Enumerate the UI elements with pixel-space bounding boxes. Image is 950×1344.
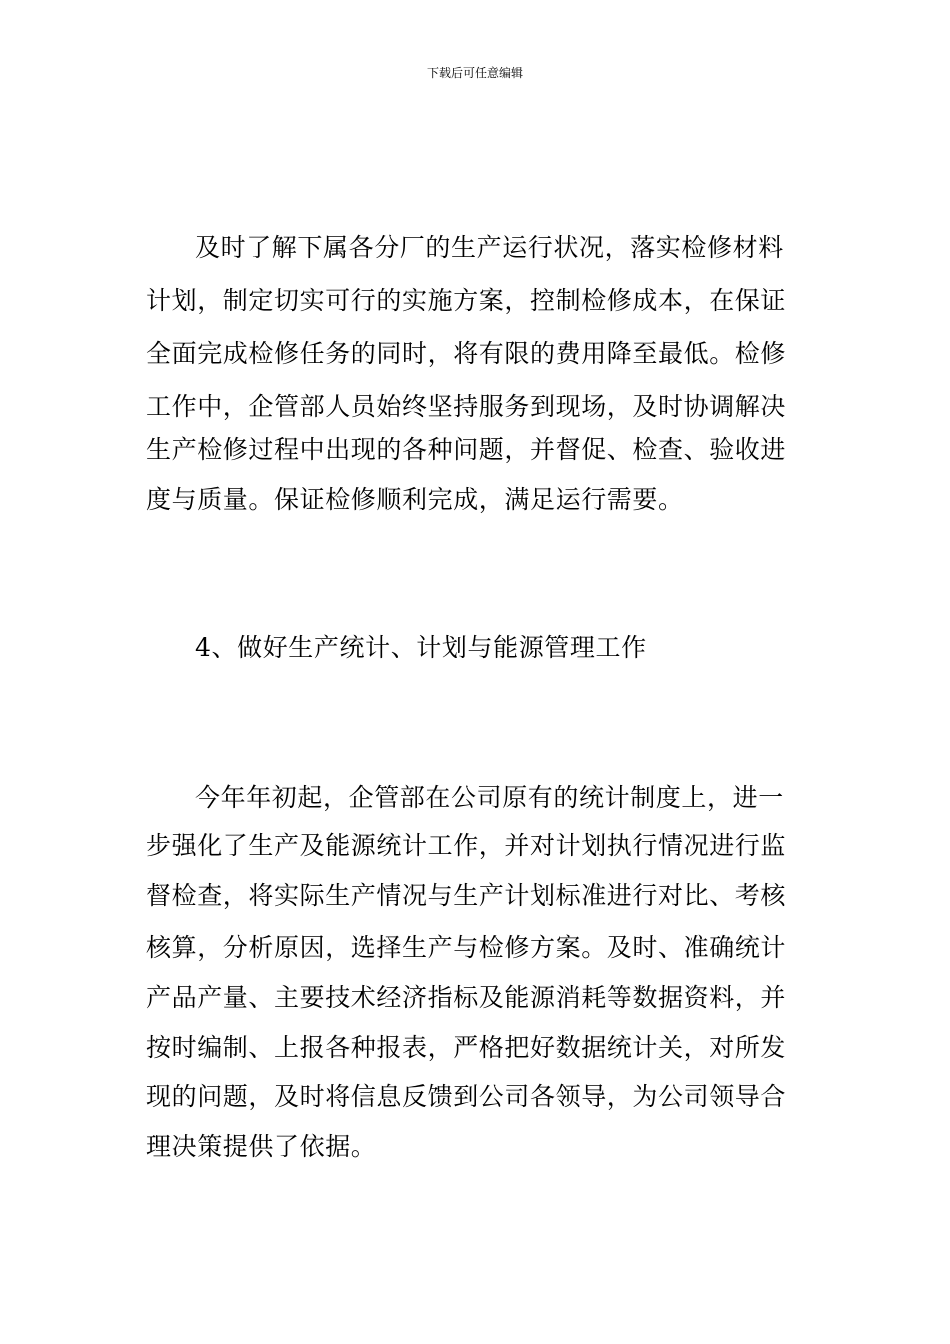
paragraph-line: 全面完成检修任务的同时，将有限的费用降至最低。检修 — [146, 339, 787, 368]
paragraph-line: 产品产量、主要技术经济指标及能源消耗等数据资料，并 — [146, 983, 787, 1012]
section-heading: 4、做好生产统计、计划与能源管理工作 — [195, 633, 647, 662]
paragraph-line: 步强化了生产及能源统计工作，并对计划执行情况进行监 — [146, 831, 787, 860]
paragraph-line: 度与质量。保证检修顺利完成，满足运行需要。 — [146, 485, 684, 514]
paragraph-line: 计划，制定切实可行的实施方案，控制检修成本，在保证 — [146, 286, 787, 315]
paragraph-line: 督检查，将实际生产情况与生产计划标准进行对比、考核 — [146, 881, 787, 910]
paragraph-line: 及时了解下属各分厂的生产运行状况，落实检修材料 — [195, 233, 784, 262]
paragraph-line: 生产检修过程中出现的各种问题，并督促、检查、验收进 — [146, 435, 787, 464]
paragraph-line: 按时编制、上报各种报表，严格把好数据统计关，对所发 — [146, 1033, 787, 1062]
paragraph-line: 现的问题，及时将信息反馈到公司各领导，为公司领导合 — [146, 1082, 787, 1111]
page-header-note: 下载后可任意编辑 — [426, 66, 523, 80]
paragraph-line: 今年年初起，企管部在公司原有的统计制度上，进一 — [195, 783, 784, 812]
paragraph-line: 工作中，企管部人员始终坚持服务到现场，及时协调解决 — [146, 392, 787, 421]
paragraph-line: 理决策提供了依据。 — [146, 1132, 377, 1161]
paragraph-line: 核算，分析原因，选择生产与检修方案。及时、准确统计 — [146, 933, 787, 962]
